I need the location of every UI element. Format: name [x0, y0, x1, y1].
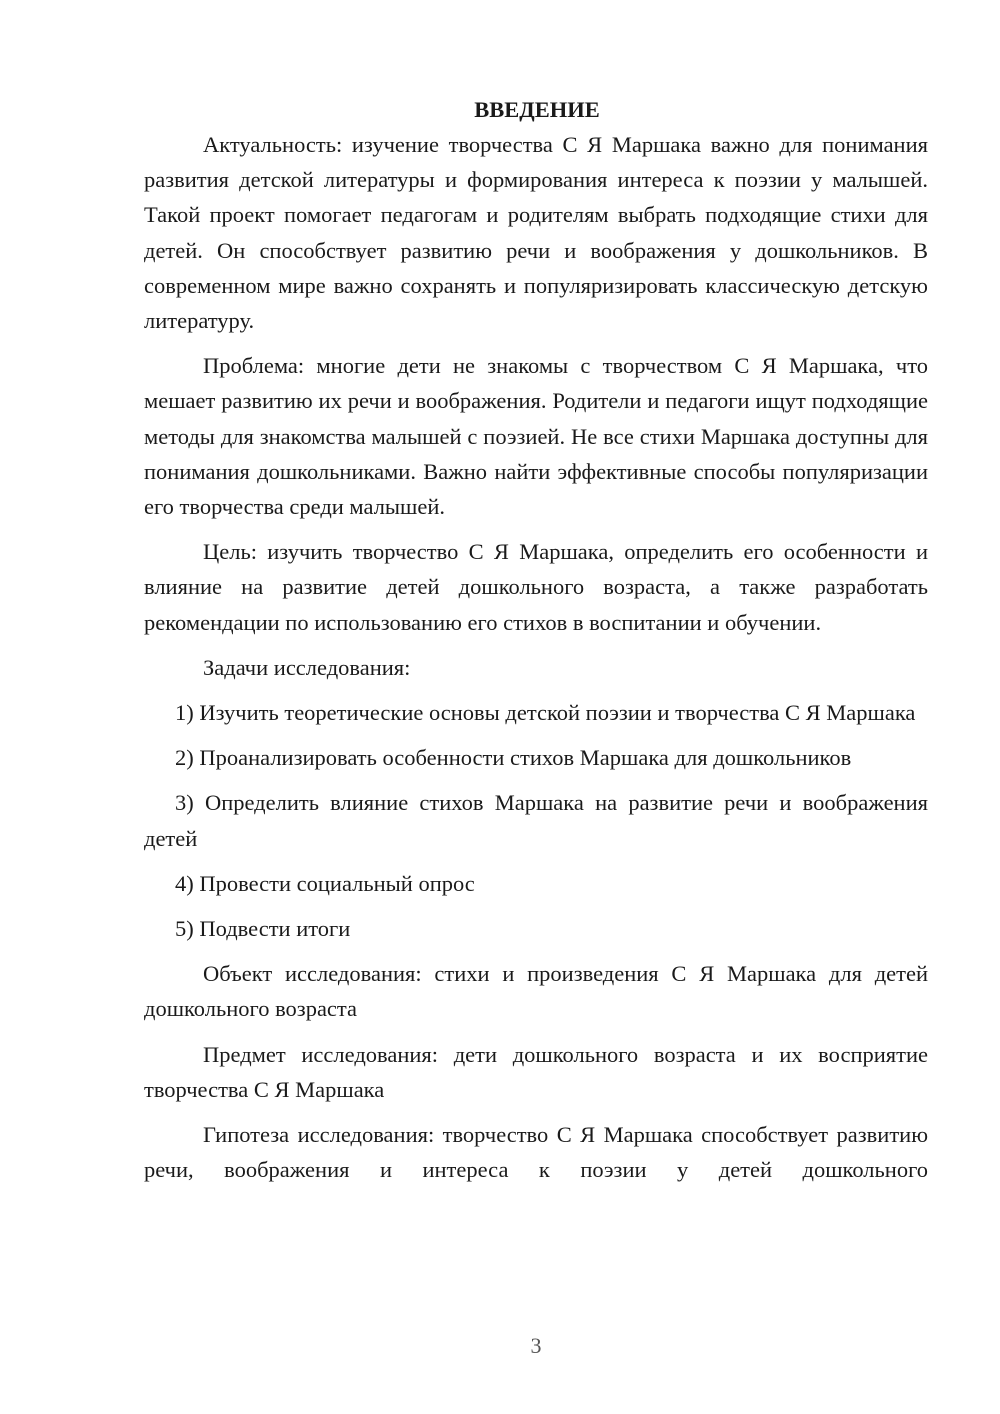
task-item: 5) Подвести итоги [175, 916, 351, 942]
page-number: 3 [530, 1333, 542, 1358]
goal-paragraph: Цель: изучить творчество С Я Маршака, определить его особенности и влияние на развитие детей дошкольного возраста, а также разработать рекомендации по использованию его стихов в воспитании и обучении. [144, 539, 928, 635]
relevance-paragraph: Актуальность: изучение творчества С Я Маршака важно для понимания развития детской литературы и формирования интереса к поэзии у малышей. Такой проект помогает педагогам и родителям выбрать подходящие стихи для детей. Он способствует развитию речи и воображения у дошкольников. В современном мире важно сохранять и популяризировать классическую детскую литературу. [144, 132, 928, 334]
section-title: ВВЕДЕНИЕ [474, 97, 600, 122]
tasks-heading: Задачи исследования: [203, 654, 411, 680]
problem-paragraph: Проблема: многие дети не знакомы с творчеством С Я Маршака, что мешает развитию их речи и воображения. Родители и педагоги ищут подходящие методы для знакомства малышей с поэзией. Не все стихи Маршака доступны для понимания дошкольниками. Важно найти эффективные способы популяризации его творчества среди малышей. [144, 353, 928, 520]
page-content [144, 92, 928, 1187]
task-item: 2) Проанализировать особенности стихов Маршака для дошкольников [175, 745, 852, 771]
object-paragraph: Объект исследования: стихи и произведения С Я Маршака для детей дошкольного возраста [144, 961, 928, 1022]
task-item: 4) Провести социальный опрос [175, 870, 475, 896]
hypothesis-paragraph: Гипотеза исследования: творчество С Я Маршака способствует развитию речи, воображения и интереса к поэзии у детей дошкольного [144, 1122, 928, 1183]
subject-paragraph: Предмет исследования: дети дошкольного возраста и их восприятие творчества С Я Маршака [144, 1041, 928, 1102]
task-item: 1) Изучить теоретические основы детской поэзии и творчества С Я Маршака [175, 700, 916, 726]
task-item: 3) Определить влияние стихов Маршака на развитие речи и воображения детей [144, 790, 928, 851]
